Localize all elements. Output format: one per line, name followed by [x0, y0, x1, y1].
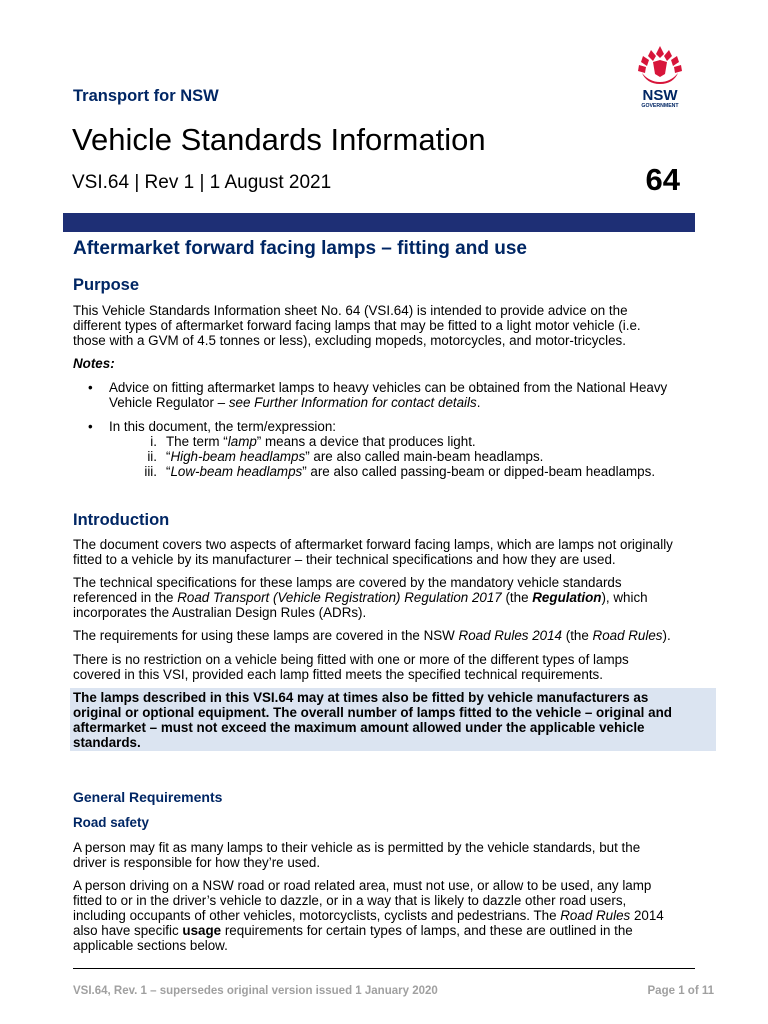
- term-item: i. The term “lamp” means a device that produces light.: [150, 434, 476, 449]
- vsi-number: 64: [645, 162, 680, 197]
- notes-label: Notes:: [73, 356, 115, 371]
- text-line: also have specific usage requirements for certain types of lamps, and these are outlined in the: [73, 923, 633, 938]
- intro-paragraph-1: [73, 537, 713, 567]
- nsw-waratah-logo-icon: [629, 44, 691, 110]
- intro-paragraph-3: The requirements for using these lamps are covered in the NSW Road Rules 2014 (the Road Rules).: [73, 628, 671, 643]
- text-line: original or optional equipment. The overall number of lamps fitted to the vehicle – original and: [73, 705, 672, 720]
- text-line: including occupants of other vehicles, motorcyclists, cyclists and pedestrians. The Road Rules 2014: [73, 908, 664, 923]
- text-line: The lamps described in this VSI.64 may at times also be fitted by vehicle manufacturers as: [73, 690, 649, 705]
- intro-paragraph-2: [73, 575, 713, 620]
- road-safety-paragraph-2: [73, 878, 713, 953]
- text-line: aftermarket – must not exceed the maximum amount allowed under the applicable vehicle: [73, 720, 645, 735]
- text-line: covered in this VSI, provided each lamp fitted meets the specified technical requirements.: [73, 667, 603, 682]
- document-reference: VSI.64 | Rev 1 | 1 August 2021: [72, 172, 332, 193]
- text-line: The technical specifications for these lamps are covered by the mandatory vehicle standards: [73, 575, 622, 590]
- text-line: applicable sections below.: [73, 938, 228, 953]
- introduction-heading: Introduction: [73, 511, 170, 529]
- notes-list-2: [73, 419, 713, 479]
- road-safety-paragraph-1: [73, 840, 713, 870]
- text-line: A person may fit as many lamps to their vehicle as is permitted by the vehicle standards, but the: [73, 840, 641, 855]
- text-line: Advice on fitting aftermarket lamps to heavy vehicles can be obtained from the National Heavy: [109, 380, 668, 395]
- page-title: Vehicle Standards Information: [72, 122, 486, 157]
- list-item: [73, 380, 713, 410]
- page-number: Page 1 of 11: [647, 985, 714, 997]
- footer-divider: [73, 968, 695, 969]
- text-line: A person driving on a NSW road or road related area, must not use, or allow to be used, any lamp: [73, 878, 652, 893]
- important-callout: [70, 688, 716, 751]
- text-line: The document covers two aspects of aftermarket forward facing lamps, which are lamps not originally: [73, 537, 673, 552]
- term-list: [109, 434, 713, 479]
- general-requirements-heading: General Requirements: [73, 789, 223, 805]
- text-line: In this document, the term/expression:: [109, 419, 337, 434]
- purpose-heading: Purpose: [73, 276, 140, 294]
- footer-version-note: VSI.64, Rev. 1 – supersedes original version issued 1 January 2020: [73, 985, 438, 997]
- text-line: different types of aftermarket forward facing lamps that may be fitted to a light motor vehicle (i.e.: [73, 318, 641, 333]
- text-line: fitted to or in the driver’s vehicle to dazzle, or in a way that is likely to dazzle other road users,: [73, 893, 627, 908]
- text-line: fitted to a vehicle by its manufacturer – their technical specifications and how they are used.: [73, 552, 616, 567]
- text-line: incorporates the Australian Design Rules (ADRs).: [73, 605, 367, 620]
- notes-list: [73, 380, 713, 410]
- text-line: referenced in the Road Transport (Vehicle Registration) Regulation 2017 (the Regulation), which: [73, 590, 648, 605]
- organisation-name: Transport for NSW: [73, 87, 219, 105]
- text-line: This Vehicle Standards Information sheet No. 64 (VSI.64) is intended to provide advice on the: [73, 303, 628, 318]
- bullet-icon: •: [88, 380, 93, 395]
- document-title: Aftermarket forward facing lamps – fitting and use: [73, 238, 527, 259]
- text-line: driver is responsible for how they’re used.: [73, 855, 321, 870]
- text-line: standards.: [73, 735, 141, 750]
- svg-text:NSW: NSW: [642, 87, 678, 104]
- text-line: There is no restriction on a vehicle being fitted with one or more of the different types of lamps: [73, 652, 629, 667]
- list-item: [73, 419, 713, 479]
- header-bar: [63, 213, 695, 232]
- text-line: Vehicle Regulator – see Further Information for contact details.: [109, 395, 481, 410]
- bullet-icon: •: [88, 419, 93, 434]
- intro-paragraph-4: [73, 652, 713, 682]
- purpose-paragraph: [73, 303, 713, 348]
- term-item: ii. “High-beam headlamps” are also called main-beam headlamps.: [147, 449, 544, 464]
- text-line: those with a GVM of 4.5 tonnes or less), excluding mopeds, motorcycles, and motor-tricycles.: [73, 333, 626, 348]
- term-item: iii. “Low-beam headlamps” are also called passing-beam or dipped-beam headlamps.: [144, 464, 656, 479]
- svg-text:GOVERNMENT: GOVERNMENT: [641, 103, 679, 109]
- road-safety-heading: Road safety: [73, 815, 149, 830]
